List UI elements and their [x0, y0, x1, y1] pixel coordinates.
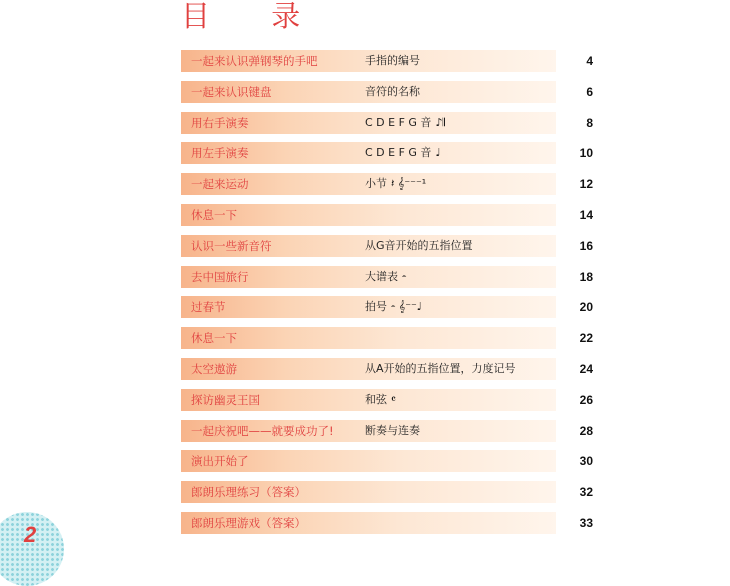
toc-topic	[365, 484, 369, 500]
toc-page-number: 33	[579, 515, 593, 530]
toc-chapter-title: 太空遨游	[191, 361, 237, 376]
toc-page-number: 32	[579, 485, 593, 500]
toc-topic	[365, 361, 520, 377]
toc-entry[interactable]	[181, 173, 597, 195]
toc-topic-text: 和弦	[365, 392, 387, 406]
toc-topic-text: 从G音开始的五指位置	[365, 238, 473, 252]
toc-chapter-title: 郎朗乐理练习（答案）	[191, 485, 306, 500]
page-title: 目 录	[181, 0, 327, 33]
toc-entry[interactable]	[181, 358, 597, 380]
toc-entry[interactable]	[181, 50, 597, 72]
toc-chapter-title: 一起来认识弹钢琴的手吧	[191, 54, 318, 68]
toc-page-number: 16	[579, 238, 593, 253]
toc-entry[interactable]	[181, 420, 597, 442]
toc-topic-text: 断奏与连奏	[365, 423, 420, 437]
toc-topic-text: 手指的编号	[365, 54, 420, 67]
toc-page-number: 28	[579, 423, 593, 438]
toc-page-number: 26	[579, 392, 593, 407]
toc-topic-text: 从A开始的五指位置，力度记号	[365, 361, 516, 375]
music-symbol-icon: 𝄼	[402, 269, 407, 283]
toc-topic	[365, 84, 424, 100]
toc-entry[interactable]	[181, 204, 597, 226]
toc-topic	[365, 115, 445, 131]
toc-entry[interactable]	[181, 481, 597, 503]
toc-page-number: 6	[586, 84, 593, 99]
music-symbol-icon: 𝄴	[391, 392, 396, 406]
toc-chapter-title: 探访幽灵王国	[191, 392, 260, 407]
toc-chapter-title: 用左手演奏	[191, 146, 249, 161]
toc-chapter-title: 过春节	[191, 300, 226, 315]
toc-entry[interactable]	[181, 112, 597, 134]
toc-topic	[365, 176, 426, 192]
toc-topic-text: C D E F G 音	[365, 146, 432, 160]
toc-entry[interactable]	[181, 450, 597, 472]
toc-entry[interactable]	[181, 512, 597, 534]
toc-topic	[365, 453, 369, 469]
toc-topic	[365, 515, 369, 531]
toc-chapter-title: 认识一些新音符	[191, 238, 272, 253]
toc-topic	[365, 145, 441, 161]
toc-chapter-title: 一起来运动	[191, 177, 249, 192]
toc-page-number: 20	[579, 300, 593, 315]
toc-topic	[365, 269, 406, 285]
music-symbol-icon: 𝄼 𝄞⁻⁻♩	[391, 300, 423, 314]
toc-list	[181, 50, 597, 543]
toc-topic	[365, 207, 369, 223]
toc-page-number: 18	[579, 269, 593, 284]
toc-page-number: 12	[579, 177, 593, 192]
music-symbol-icon: 𝄽 𝄞⁻⁻⁻¹	[391, 177, 427, 191]
toc-topic	[365, 392, 396, 408]
page-number: 2	[24, 522, 37, 547]
toc-topic-text: 大谱表	[365, 269, 398, 283]
toc-chapter-title: 一起来认识键盘	[191, 84, 272, 99]
toc-entry[interactable]	[181, 266, 597, 288]
toc-page-number: 14	[579, 207, 593, 222]
toc-entry[interactable]	[181, 327, 597, 349]
music-symbol-icon: ♪𝄂	[435, 115, 445, 129]
toc-chapter-title: 休息一下	[191, 207, 237, 222]
toc-chapter-title: 用右手演奏	[191, 115, 249, 130]
toc-topic	[365, 53, 424, 69]
toc-topic-text: 拍号	[365, 300, 387, 314]
toc-page-number: 4	[586, 54, 593, 68]
toc-entry[interactable]	[181, 389, 597, 411]
toc-topic	[365, 238, 477, 254]
toc-page-number: 30	[579, 454, 593, 469]
toc-topic-text: 小节	[365, 177, 387, 191]
toc-topic	[365, 423, 424, 439]
music-symbol-icon: ♩	[435, 146, 441, 160]
toc-chapter-title: 郎朗乐理游戏（答案）	[191, 515, 306, 530]
toc-page-number: 8	[586, 115, 593, 130]
toc-topic-text: C D E F G 音	[365, 115, 432, 129]
toc-page-number: 24	[579, 361, 593, 376]
toc-chapter-title: 休息一下	[191, 331, 237, 346]
toc-page-number: 22	[579, 331, 593, 346]
toc-topic	[365, 299, 422, 315]
toc-topic	[365, 330, 369, 346]
toc-entry[interactable]	[181, 81, 597, 103]
toc-chapter-title: 一起庆祝吧——就要成功了!	[191, 423, 334, 438]
toc-chapter-title: 去中国旅行	[191, 269, 249, 284]
toc-topic-text: 音符的名称	[365, 84, 420, 98]
toc-entry[interactable]	[181, 235, 597, 257]
toc-entry[interactable]	[181, 296, 597, 318]
toc-entry[interactable]	[181, 142, 597, 164]
toc-page-number: 10	[579, 146, 593, 161]
toc-chapter-title: 演出开始了	[191, 454, 249, 469]
